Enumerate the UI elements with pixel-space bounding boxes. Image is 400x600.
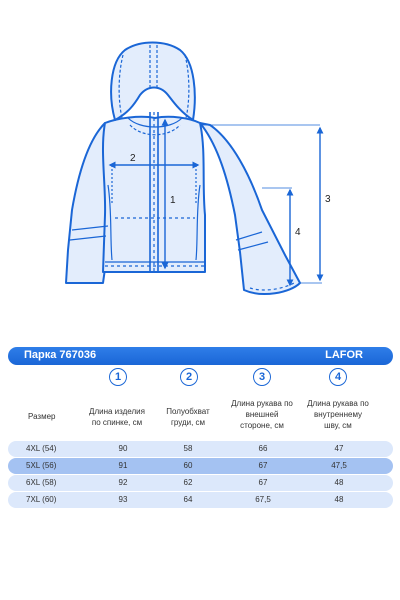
- measure-label-1: 1: [170, 195, 176, 206]
- measure-label-2: 2: [130, 153, 136, 164]
- brand-name: LAFOR: [325, 349, 363, 361]
- header-half-chest: Полуобхват груди, см: [166, 407, 210, 427]
- jacket-body: [103, 117, 205, 272]
- table-row: 7XL (60) 93 64 67,5 48: [8, 492, 393, 508]
- table-row: 5XL (56) 91 60 67 47,5: [8, 458, 393, 474]
- product-title: Парка 767036: [24, 349, 97, 361]
- table-row: 4XL (54) 90 58 66 47: [8, 441, 393, 457]
- table-row: 6XL (58) 92 62 67 48: [8, 475, 393, 491]
- measure-label-4: 4: [295, 227, 301, 238]
- table-title-bar: [8, 347, 393, 365]
- header-length-back: Длина изделия по спинке, см: [89, 407, 145, 427]
- right-sleeve: [200, 123, 300, 294]
- hood: [111, 43, 195, 121]
- measure-label-3: 3: [325, 194, 331, 205]
- column-badge-4: 4: [329, 368, 347, 386]
- header-sleeve-inner: Длина рукава по внутреннему шву, см: [307, 399, 369, 430]
- column-badge-3: 3: [253, 368, 271, 386]
- column-badge-2: 2: [180, 368, 198, 386]
- header-sleeve-outer: Длина рукава по внешней стороне, см: [231, 399, 293, 430]
- header-size: Размер: [28, 412, 56, 421]
- column-badge-1: 1: [109, 368, 127, 386]
